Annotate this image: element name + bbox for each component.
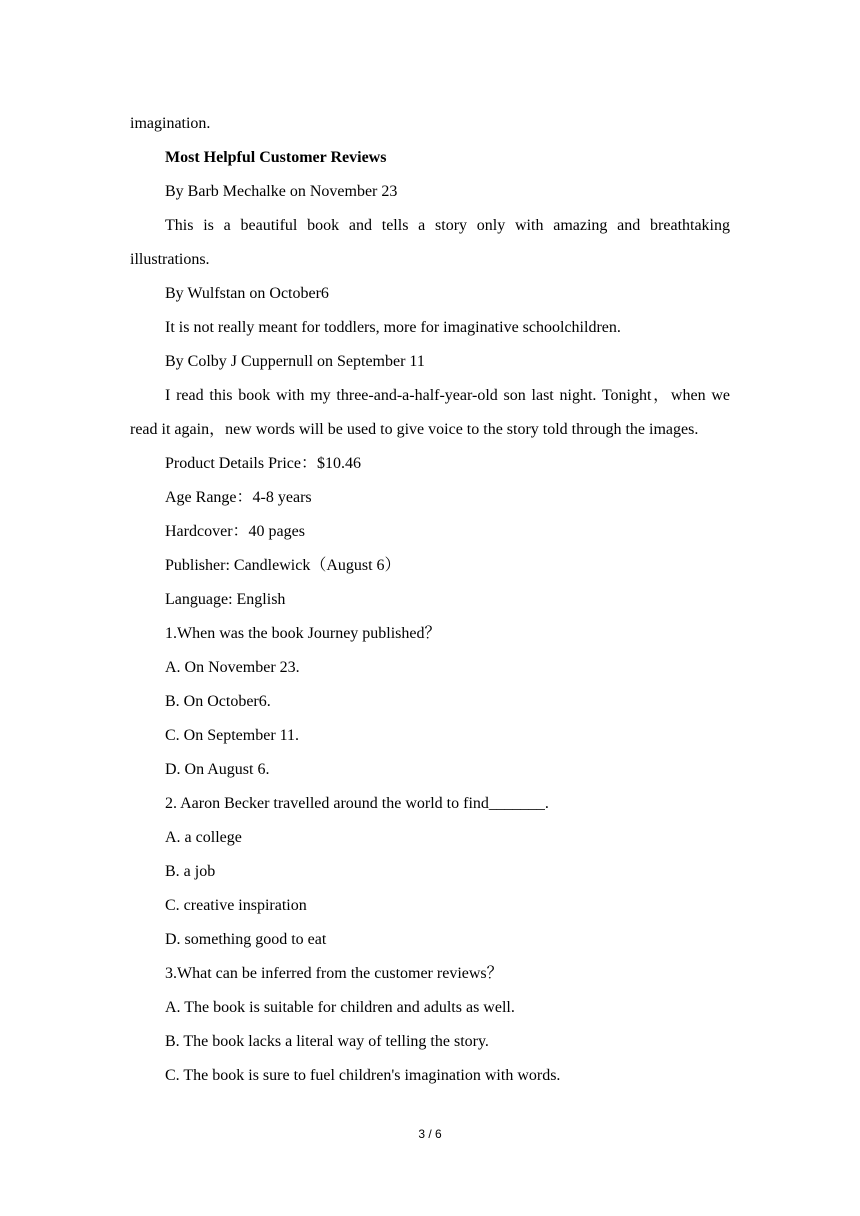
question-1-option-a: A. On November 23. <box>165 659 300 676</box>
question-1: 1.When was the book Journey published？ <box>165 625 441 642</box>
question-3-option-b: B. The book lacks a literal way of telling the story. <box>165 1033 489 1050</box>
continued-paragraph: imagination. <box>130 115 211 132</box>
question-1-option-c: C. On September 11. <box>165 727 300 744</box>
question-2: 2. Aaron Becker travelled around the world to find_______. <box>165 795 549 812</box>
question-1-option-b: B. On October6. <box>165 693 271 710</box>
section-heading-reviews: Most Helpful Customer Reviews <box>165 149 387 166</box>
product-publisher: Publisher: Candlewick（August 6） <box>165 557 401 574</box>
review-author-1: By Barb Mechalke on November 23 <box>165 183 398 200</box>
question-3-option-c: C. The book is sure to fuel children's imagination with words. <box>165 1067 561 1084</box>
product-price: Product Details Price：$10.46 <box>165 455 361 472</box>
product-age-range: Age Range：4-8 years <box>165 489 312 506</box>
question-1-option-d: D. On August 6. <box>165 761 270 778</box>
review-author-2: By Wulfstan on October6 <box>165 285 329 302</box>
question-2-option-c: C. creative inspiration <box>165 897 307 914</box>
review-text-2: It is not really meant for toddlers, more for imaginative schoolchildren. <box>165 319 621 336</box>
review-author-3: By Colby J Cuppernull on September 11 <box>165 353 425 370</box>
page-number: 3 / 6 <box>418 1127 442 1141</box>
review-text-3: I read this book with my three-and-a-half-year-old son last night. Tonight，when we read it again，new words will be used to give voice to the story told through the images. <box>130 387 730 438</box>
question-3-option-a: A. The book is suitable for children and adults as well. <box>165 999 515 1016</box>
review-text-1: This is a beautiful book and tells a story only with amazing and breathtaking illustrations. <box>130 217 730 268</box>
page-content <box>130 107 730 1093</box>
question-3: 3.What can be inferred from the customer reviews？ <box>165 965 503 982</box>
product-hardcover: Hardcover：40 pages <box>165 523 305 540</box>
question-2-option-d: D. something good to eat <box>165 931 327 948</box>
question-2-option-a: A. a college <box>165 829 242 846</box>
question-2-option-b: B. a job <box>165 863 216 880</box>
product-language: Language: English <box>165 591 286 608</box>
